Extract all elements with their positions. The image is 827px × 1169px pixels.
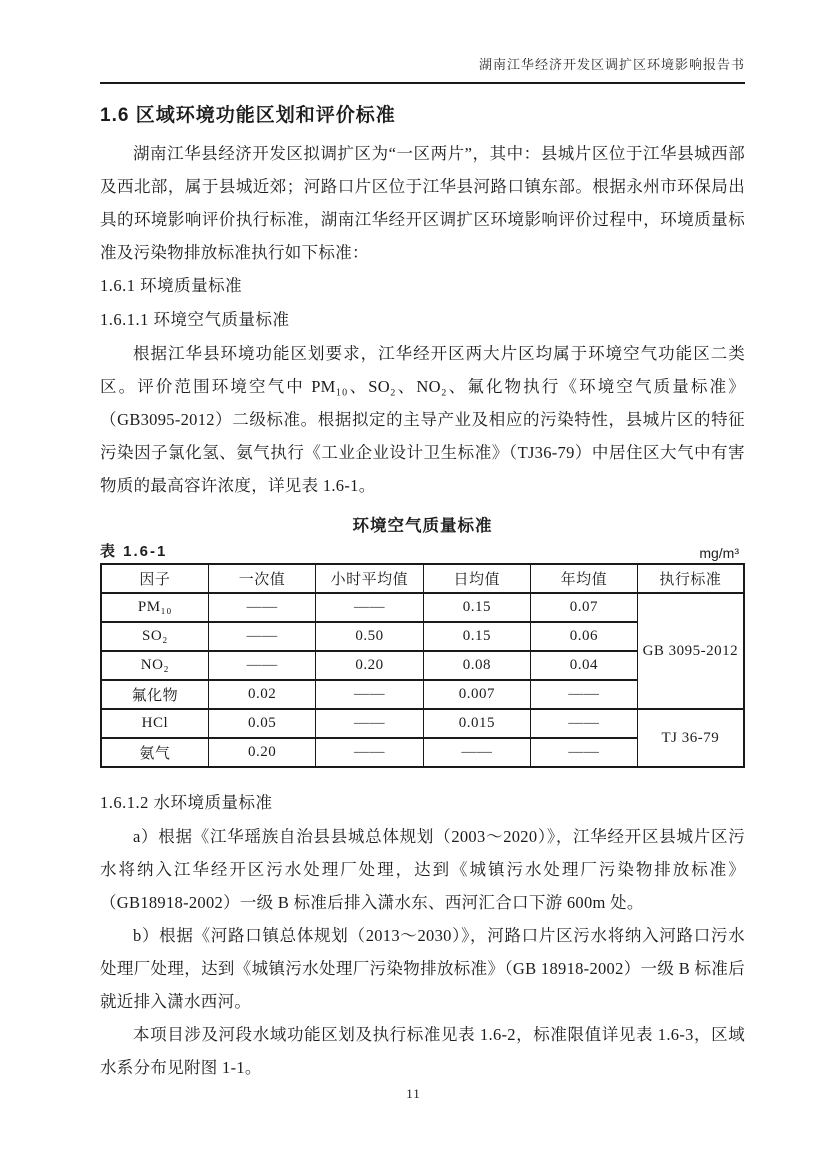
cell-value: 0.02 [208, 680, 315, 709]
air-quality-standards-table [100, 563, 745, 768]
cell-standard-gb: GB 3095-2012 [637, 593, 744, 709]
cell-value: 0.05 [208, 709, 315, 738]
spacer [100, 768, 745, 786]
cell-value: 0.04 [531, 651, 638, 680]
cell-value: —— [531, 738, 638, 767]
cell-value: —— [208, 593, 315, 622]
cell-factor: PM₁₀ [101, 593, 208, 622]
table-unit: mg/m³ [699, 545, 739, 561]
cell-value: 0.06 [531, 622, 638, 651]
cell-factor: HCl [101, 709, 208, 738]
page-header [100, 54, 745, 84]
cell-standard-tj: TJ 36-79 [637, 709, 744, 767]
cell-value: —— [208, 622, 315, 651]
cell-value: —— [316, 738, 423, 767]
section-heading-1-6-1: 1.6.1 环境质量标准 [100, 276, 243, 295]
header-title: 湖南江华经济开发区调扩区环境影响报告书 [478, 57, 745, 72]
page-number: 11 [406, 1086, 421, 1101]
cell-value: 0.08 [423, 651, 530, 680]
col-header-factor: 因子 [101, 564, 208, 593]
section-heading-1-6: 1.6 区域环境功能区划和评价标准 [100, 105, 396, 126]
cell-value: 0.50 [316, 622, 423, 651]
table-header-row [101, 564, 744, 593]
section-heading-1-6-1-2: 1.6.1.2 水环境质量标准 [100, 793, 273, 812]
cell-value: 0.007 [423, 680, 530, 709]
table-number: 表 1.6-1 [100, 543, 168, 560]
cell-value: —— [531, 680, 638, 709]
cell-factor: SO₂ [101, 622, 208, 651]
cell-value: 0.15 [423, 593, 530, 622]
col-header-daily: 日均值 [423, 564, 530, 593]
table-row-pm10 [101, 593, 744, 622]
cell-value: —— [531, 709, 638, 738]
table-title: 环境空气质量标准 [352, 517, 493, 535]
paragraph-water-c: 本项目涉及河段水域功能区划及执行标准见表 1.6-2，标准限值详见表 1.6-3，区域水系分布见附图 1-1。 [100, 1025, 745, 1077]
cell-factor: 氟化物 [101, 680, 208, 709]
table-caption [100, 540, 745, 561]
cell-value: —— [316, 593, 423, 622]
cell-factor: 氨气 [101, 738, 208, 767]
cell-factor: NO₂ [101, 651, 208, 680]
paragraph-water-a: a）根据《江华瑶族自治县县城总体规划（2003～2020）》，江华经开区县城片区污水将纳入江华经开区污水处理厂处理，达到《城镇污水处理厂污染物排放标准》（GB18918-2002）一级 B 标准后排入潇水东、西河汇合口下游 600m 处。 [100, 827, 745, 912]
cell-value: 0.07 [531, 593, 638, 622]
col-header-standard: 执行标准 [637, 564, 744, 593]
section-heading-1-6-1-1: 1.6.1.1 环境空气质量标准 [100, 310, 290, 329]
cell-value: 0.15 [423, 622, 530, 651]
col-header-hourly: 小时平均值 [316, 564, 423, 593]
table-row-hcl [101, 709, 744, 738]
paragraph-water-b: b）根据《河路口镇总体规划（2013～2030）》，河路口片区污水将纳入河路口污水处理厂处理，达到《城镇污水处理厂污染物排放标准》（GB 18918-2002）一级 B 标准后就近排入潇水西河。 [100, 926, 745, 1011]
cell-value: —— [423, 738, 530, 767]
col-header-once: 一次值 [208, 564, 315, 593]
cell-value: 0.20 [316, 651, 423, 680]
cell-value: —— [316, 709, 423, 738]
cell-value: 0.20 [208, 738, 315, 767]
paragraph-air-quality: 根据江华县环境功能区划要求，江华经开区两大片区均属于环境空气功能区二类区。评价范围环境空气中 PM₁₀、SO₂、NO₂、氟化物执行《环境空气质量标准》（GB3095-2012）二级标准。根据拟定的主导产业及相应的污染特性，县城片区的特征污染因子氯化氢、氨气执行《工业企业设计卫生标准》（TJ36-79）中居住区大气中有害物质的最高容许浓度，详见表 1.6-1。 [100, 344, 745, 495]
cell-value: —— [316, 680, 423, 709]
cell-value: 0.015 [423, 709, 530, 738]
col-header-annual: 年均值 [531, 564, 638, 593]
paragraph-intro: 湖南江华县经济开发区拟调扩区为“一区两片”，其中：县城片区位于江华县城西部及西北部，属于县城近郊；河路口片区位于江华县河路口镇东部。根据永州市环保局出具的环境影响评价执行标准，湖南江华经开区调扩区环境影响评价过程中，环境质量标准及污染物排放标准执行如下标准： [100, 144, 745, 262]
cell-value: —— [208, 651, 315, 680]
